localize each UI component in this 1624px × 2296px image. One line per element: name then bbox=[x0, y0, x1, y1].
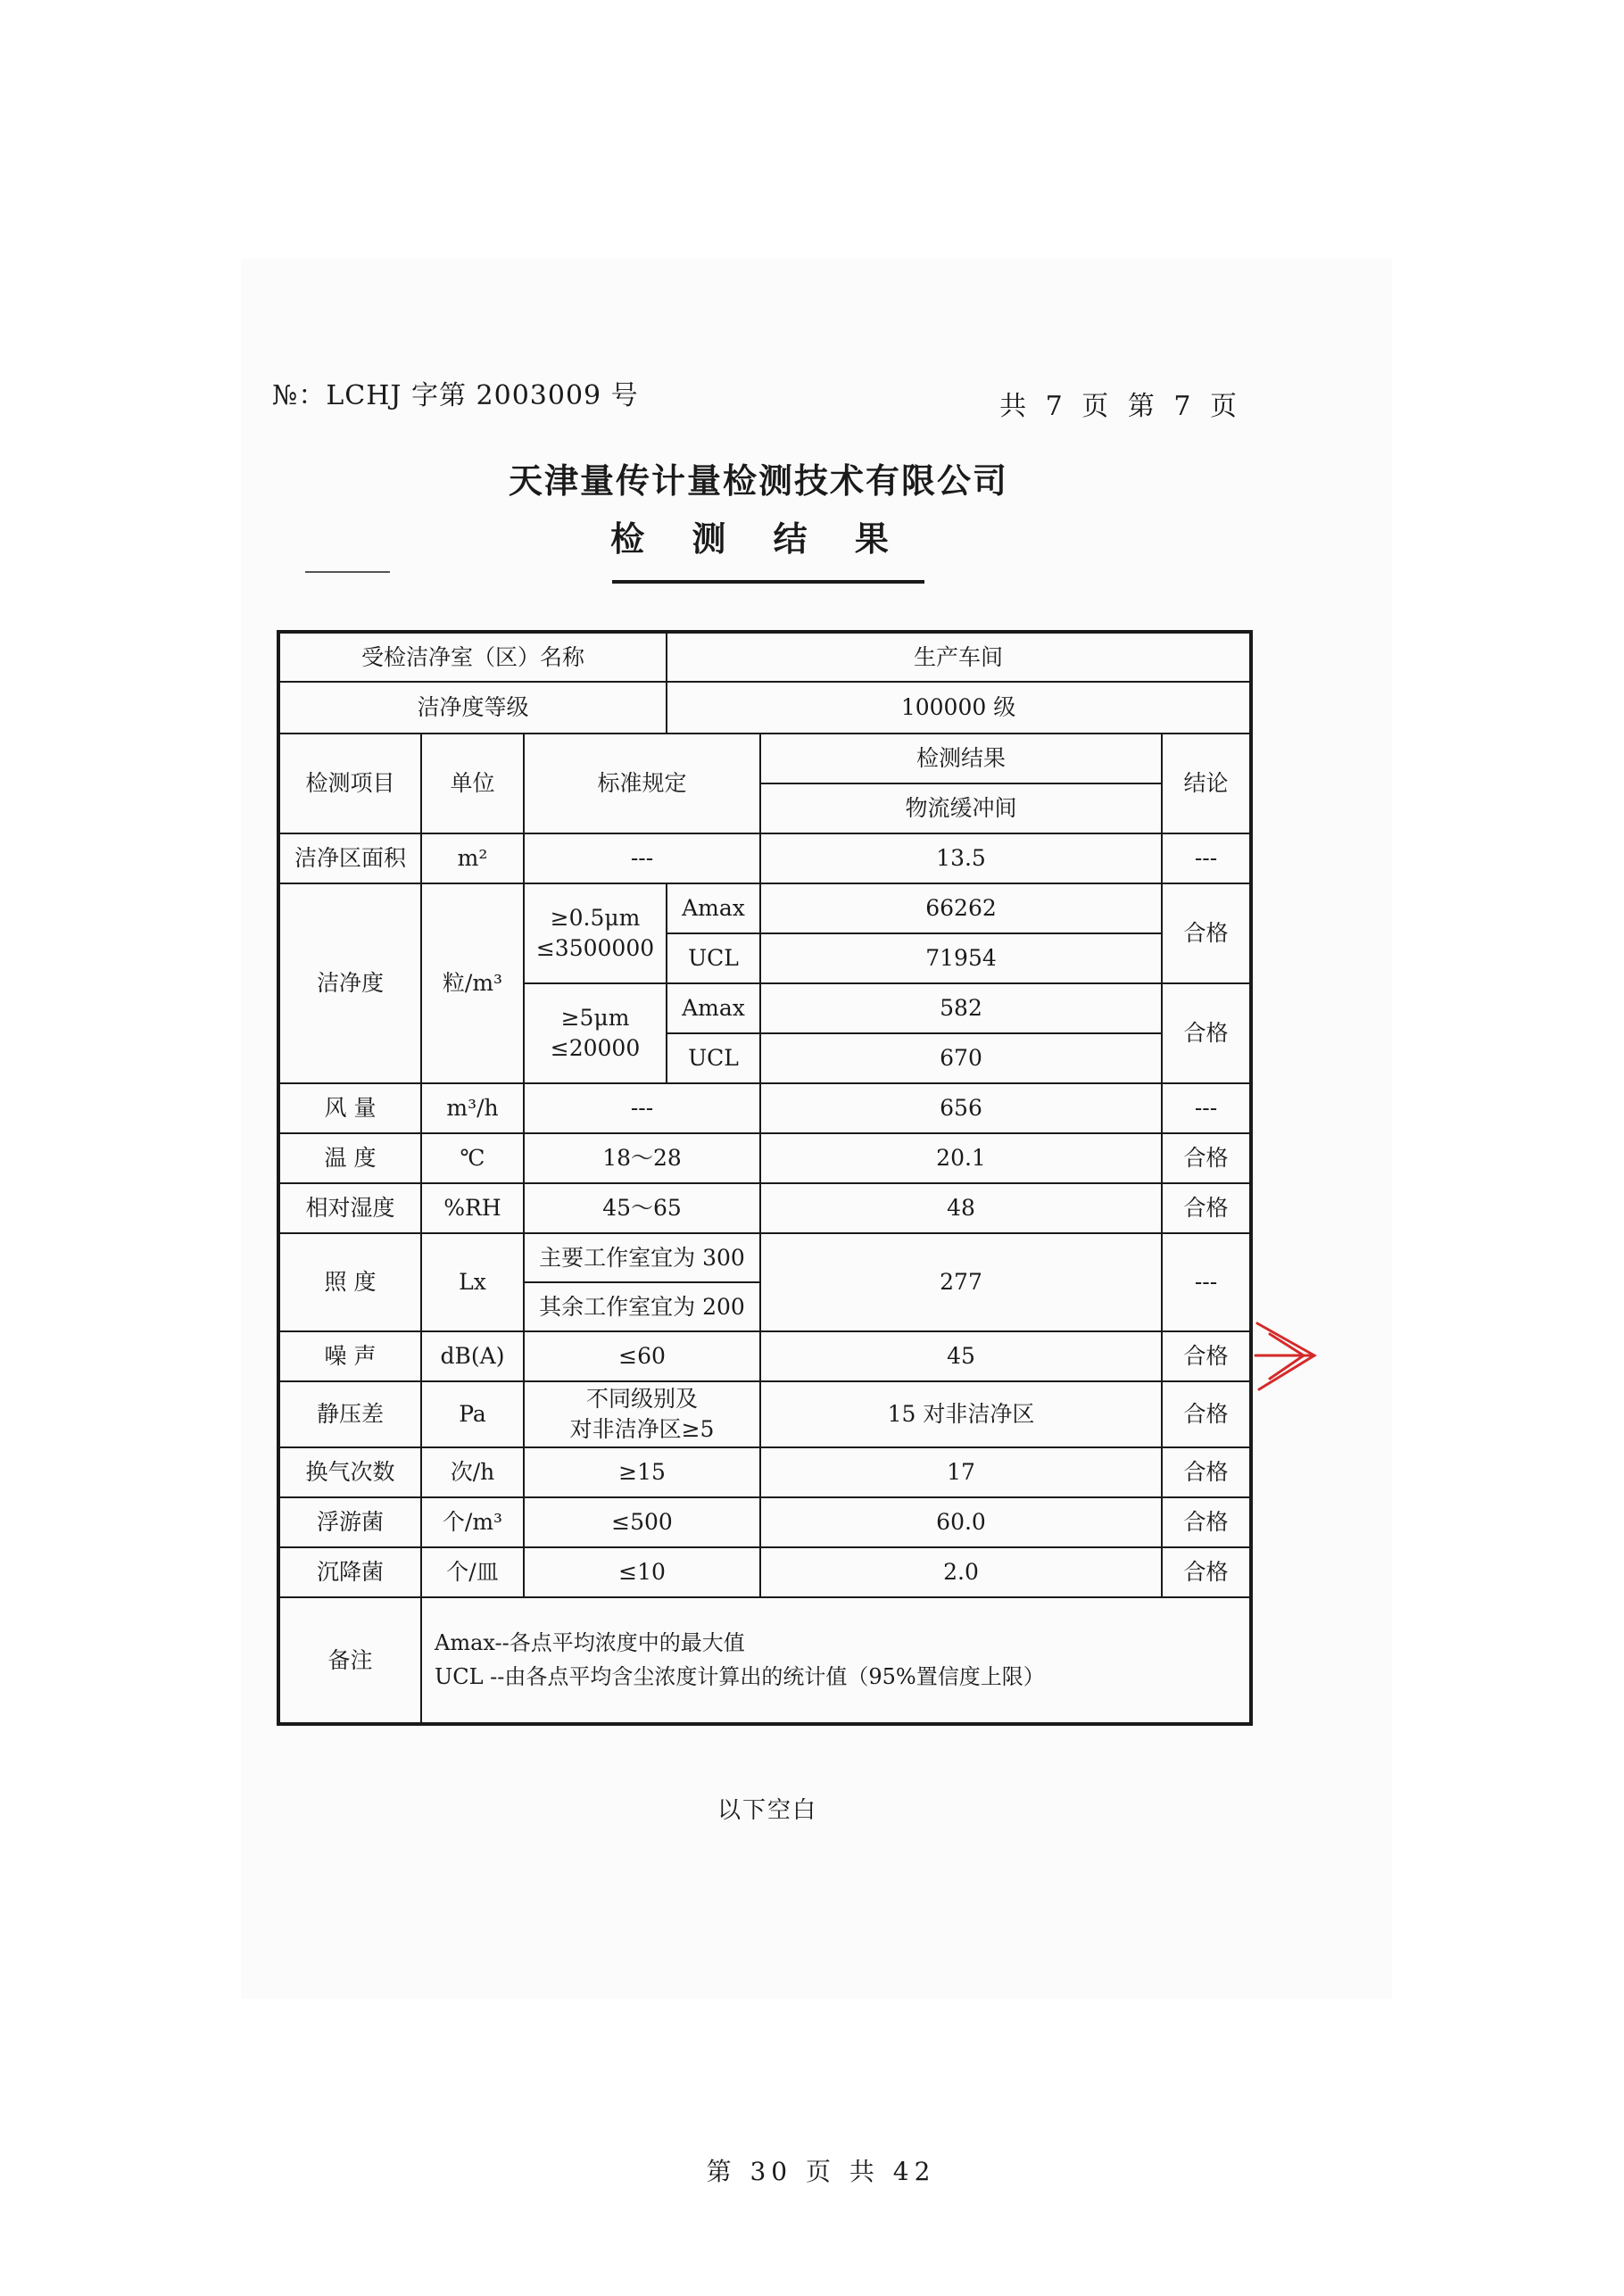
humidity-result: 48 bbox=[760, 1183, 1162, 1233]
pressure-conclusion: 合格 bbox=[1162, 1381, 1251, 1447]
remark-line: UCL --由各点平均含尘浓度计算出的统计值（95%置信度上限） bbox=[435, 1663, 1045, 1689]
table-row bbox=[278, 1183, 1251, 1233]
remarks-content bbox=[421, 1597, 1251, 1724]
airborne-bacteria-conclusion: 合格 bbox=[1162, 1497, 1251, 1547]
area-standard: --- bbox=[524, 833, 760, 883]
noise-result: 45 bbox=[760, 1331, 1162, 1381]
table-row bbox=[278, 734, 1251, 783]
standard-line: 对非洁净区≥5 bbox=[569, 1416, 715, 1442]
table-row bbox=[278, 1497, 1251, 1547]
illuminance-unit: Lx bbox=[421, 1233, 524, 1331]
airflow-item: 风 量 bbox=[278, 1083, 421, 1133]
airborne-bacteria-result: 60.0 bbox=[760, 1497, 1162, 1547]
table-row bbox=[278, 1233, 1251, 1282]
noise-item: 噪 声 bbox=[278, 1331, 421, 1381]
standard-line: ≥5μm bbox=[560, 1005, 630, 1032]
room-value: 生产车间 bbox=[667, 632, 1251, 682]
cleanliness-g2-ucl-label: UCL bbox=[667, 1033, 760, 1083]
humidity-unit: %RH bbox=[421, 1183, 524, 1233]
pressure-unit: Pa bbox=[421, 1381, 524, 1447]
pressure-result: 15 对非洁净区 bbox=[760, 1381, 1162, 1447]
illuminance-conclusion: --- bbox=[1162, 1233, 1251, 1331]
airborne-bacteria-item: 浮游菌 bbox=[278, 1497, 421, 1547]
table-row bbox=[278, 1597, 1251, 1724]
grade-label: 洁净度等级 bbox=[278, 682, 667, 734]
table-row bbox=[278, 1547, 1251, 1597]
cleanliness-g1-ucl: 71954 bbox=[760, 933, 1162, 983]
cleanliness-g1-conclusion: 合格 bbox=[1162, 883, 1251, 983]
remarks-label: 备注 bbox=[278, 1597, 421, 1724]
airflow-result: 656 bbox=[760, 1083, 1162, 1133]
company-name: 天津量传计量检测技术有限公司 bbox=[508, 460, 1008, 501]
area-unit: m² bbox=[421, 833, 524, 883]
standard-line: ≥0.5μm bbox=[550, 905, 641, 932]
temperature-conclusion: 合格 bbox=[1162, 1133, 1251, 1183]
page-footer: 第 30 页 共 42 bbox=[706, 2157, 936, 2186]
table-row bbox=[278, 883, 1251, 933]
results-table bbox=[277, 630, 1253, 1726]
col-header-result: 检测结果 bbox=[760, 734, 1162, 783]
table-row bbox=[278, 682, 1251, 734]
temperature-unit: ℃ bbox=[421, 1133, 524, 1183]
settling-bacteria-unit: 个/皿 bbox=[421, 1547, 524, 1597]
grade-value: 100000 级 bbox=[667, 682, 1251, 734]
margin-dash bbox=[305, 571, 390, 573]
humidity-item: 相对湿度 bbox=[278, 1183, 421, 1233]
title-underline bbox=[612, 580, 924, 584]
airborne-bacteria-standard: ≤500 bbox=[524, 1497, 760, 1547]
table-row bbox=[278, 1083, 1251, 1133]
standard-line: ≤20000 bbox=[550, 1035, 641, 1061]
air-changes-conclusion: 合格 bbox=[1162, 1447, 1251, 1497]
air-changes-unit: 次/h bbox=[421, 1447, 524, 1497]
settling-bacteria-standard: ≤10 bbox=[524, 1547, 760, 1597]
remark-line: Amax--各点平均浓度中的最大值 bbox=[435, 1630, 745, 1656]
illuminance-result: 277 bbox=[760, 1233, 1162, 1331]
document-number: №：LCHJ 字第 2003009 号 bbox=[272, 380, 639, 411]
col-header-result-sub: 物流缓冲间 bbox=[760, 783, 1162, 833]
cleanliness-g2-conclusion: 合格 bbox=[1162, 983, 1251, 1083]
cleanliness-g2-amax-label: Amax bbox=[667, 983, 760, 1033]
table-row bbox=[278, 632, 1251, 682]
standard-line: 不同级别及 bbox=[586, 1386, 699, 1413]
settling-bacteria-item: 沉降菌 bbox=[278, 1547, 421, 1597]
temperature-standard: 18～28 bbox=[524, 1133, 760, 1183]
cleanliness-g1-ucl-label: UCL bbox=[667, 933, 760, 983]
air-changes-standard: ≥15 bbox=[524, 1447, 760, 1497]
red-stamp-arrow-icon bbox=[1254, 1316, 1325, 1397]
settling-bacteria-result: 2.0 bbox=[760, 1547, 1162, 1597]
stamp-strokes bbox=[1255, 1323, 1314, 1389]
cleanliness-unit: 粒/m³ bbox=[421, 883, 524, 1083]
cleanliness-item: 洁净度 bbox=[278, 883, 421, 1083]
col-header-item: 检测项目 bbox=[278, 734, 421, 833]
settling-bacteria-conclusion: 合格 bbox=[1162, 1547, 1251, 1597]
airflow-standard: --- bbox=[524, 1083, 760, 1133]
illuminance-standard-2: 其余工作室宜为 200 bbox=[524, 1282, 760, 1331]
cleanliness-g2-standard bbox=[524, 983, 667, 1083]
humidity-standard: 45～65 bbox=[524, 1183, 760, 1233]
cleanliness-g2-ucl: 670 bbox=[760, 1033, 1162, 1083]
table-row bbox=[278, 833, 1251, 883]
area-item: 洁净区面积 bbox=[278, 833, 421, 883]
pressure-item: 静压差 bbox=[278, 1381, 421, 1447]
table-row bbox=[278, 1381, 1251, 1447]
table-row bbox=[278, 1331, 1251, 1381]
document-title: 检 测 结 果 bbox=[610, 518, 907, 559]
cleanliness-g1-amax: 66262 bbox=[760, 883, 1162, 933]
illuminance-item: 照 度 bbox=[278, 1233, 421, 1331]
table-row bbox=[278, 1133, 1251, 1183]
temperature-result: 20.1 bbox=[760, 1133, 1162, 1183]
standard-line: ≤3500000 bbox=[535, 935, 655, 961]
pressure-standard bbox=[524, 1381, 760, 1447]
area-conclusion: --- bbox=[1162, 833, 1251, 883]
end-of-content-note: 以下空白 bbox=[717, 1797, 817, 1824]
noise-unit: dB(A) bbox=[421, 1331, 524, 1381]
noise-conclusion: 合格 bbox=[1162, 1331, 1251, 1381]
airborne-bacteria-unit: 个/m³ bbox=[421, 1497, 524, 1547]
area-result: 13.5 bbox=[760, 833, 1162, 883]
room-label: 受检洁净室（区）名称 bbox=[278, 632, 667, 682]
airflow-unit: m³/h bbox=[421, 1083, 524, 1133]
air-changes-item: 换气次数 bbox=[278, 1447, 421, 1497]
noise-standard: ≤60 bbox=[524, 1331, 760, 1381]
page-indicator: 共 7 页 第 7 页 bbox=[999, 391, 1242, 422]
air-changes-result: 17 bbox=[760, 1447, 1162, 1497]
cleanliness-g2-amax: 582 bbox=[760, 983, 1162, 1033]
temperature-item: 温 度 bbox=[278, 1133, 421, 1183]
airflow-conclusion: --- bbox=[1162, 1083, 1251, 1133]
table-row bbox=[278, 1447, 1251, 1497]
humidity-conclusion: 合格 bbox=[1162, 1183, 1251, 1233]
col-header-unit: 单位 bbox=[421, 734, 524, 833]
cleanliness-g1-amax-label: Amax bbox=[667, 883, 760, 933]
col-header-conclusion: 结论 bbox=[1162, 734, 1251, 833]
cleanliness-g1-standard bbox=[524, 883, 667, 983]
col-header-standard: 标准规定 bbox=[524, 734, 760, 833]
illuminance-standard-1: 主要工作室宜为 300 bbox=[524, 1233, 760, 1282]
